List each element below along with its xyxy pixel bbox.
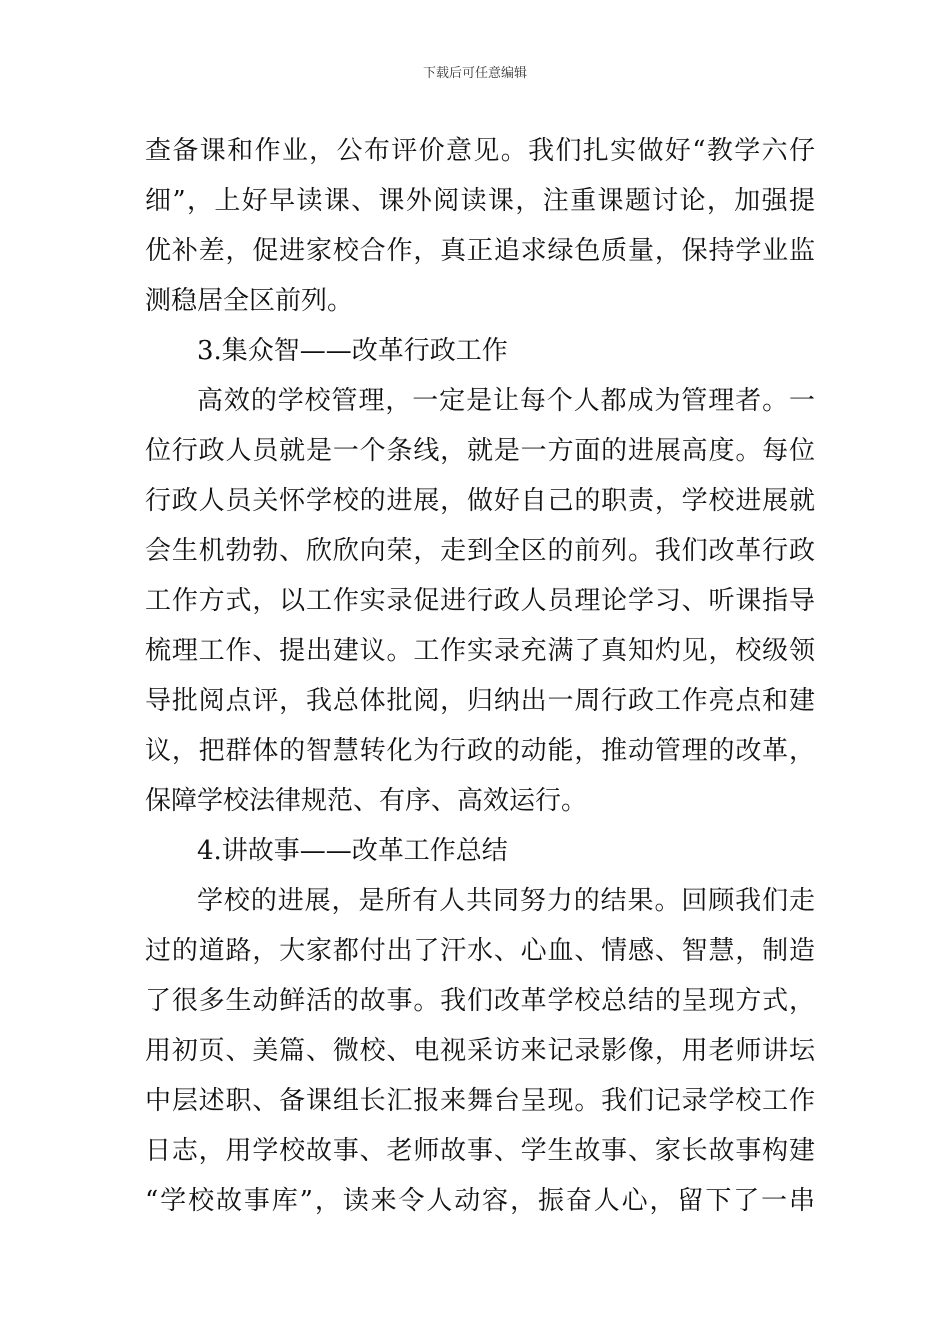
- text-line: 细”，上好早读课、课外阅读课，注重课题讨论，加强提: [145, 186, 815, 216]
- text-line: 导批阅点评，我总体批阅，归纳出一周行政工作亮点和建: [145, 686, 815, 716]
- text-line: 优补差，促进家校合作，真正追求绿色质量，保持学业监: [145, 236, 815, 266]
- text-line: 了很多生动鲜活的故事。我们改革学校总结的呈现方式，: [145, 986, 815, 1016]
- page-header: 下载后可任意编辑: [422, 66, 527, 81]
- text-line: 保障学校法律规范、有序、高效运行。: [145, 786, 588, 816]
- text-line: 议，把群体的智慧转化为行政的动能，推动管理的改革，: [145, 736, 815, 766]
- text-line: 中层述职、备课组长汇报来舞台呈现。我们记录学校工作: [145, 1086, 815, 1116]
- text-line: 3.集众智——改革行政工作: [197, 336, 508, 366]
- text-line: 4.讲故事——改革工作总结: [197, 836, 508, 866]
- body-text: [145, 126, 815, 1226]
- text-line: 位行政人员就是一个条线，就是一方面的进展高度。每位: [145, 436, 815, 466]
- text-line: 工作方式，以工作实录促进行政人员理论学习、听课指导: [145, 586, 815, 616]
- text-line: 日志，用学校故事、老师故事、学生故事、家长故事构建: [145, 1136, 815, 1166]
- text-line: 高效的学校管理，一定是让每个人都成为管理者。一: [197, 386, 815, 416]
- text-line: 学校的进展，是所有人共同努力的结果。回顾我们走: [197, 886, 815, 916]
- text-line: 行政人员关怀学校的进展，做好自己的职责，学校进展就: [145, 486, 815, 516]
- text-line: 会生机勃勃、欣欣向荣，走到全区的前列。我们改革行政: [145, 536, 815, 566]
- text-line: 测稳居全区前列。: [145, 286, 354, 316]
- text-line: 用初页、美篇、微校、电视采访来记录影像，用老师讲坛: [145, 1036, 815, 1066]
- text-line: 梳理工作、提出建议。工作实录充满了真知灼见，校级领: [145, 636, 815, 666]
- text-line: 过的道路，大家都付出了汗水、心血、情感、智慧，制造: [145, 936, 815, 966]
- text-line: 查备课和作业，公布评价意见。我们扎实做好“教学六仔: [145, 136, 815, 166]
- text-line: “学校故事库”，读来令人动容，振奋人心，留下了一串: [145, 1186, 815, 1216]
